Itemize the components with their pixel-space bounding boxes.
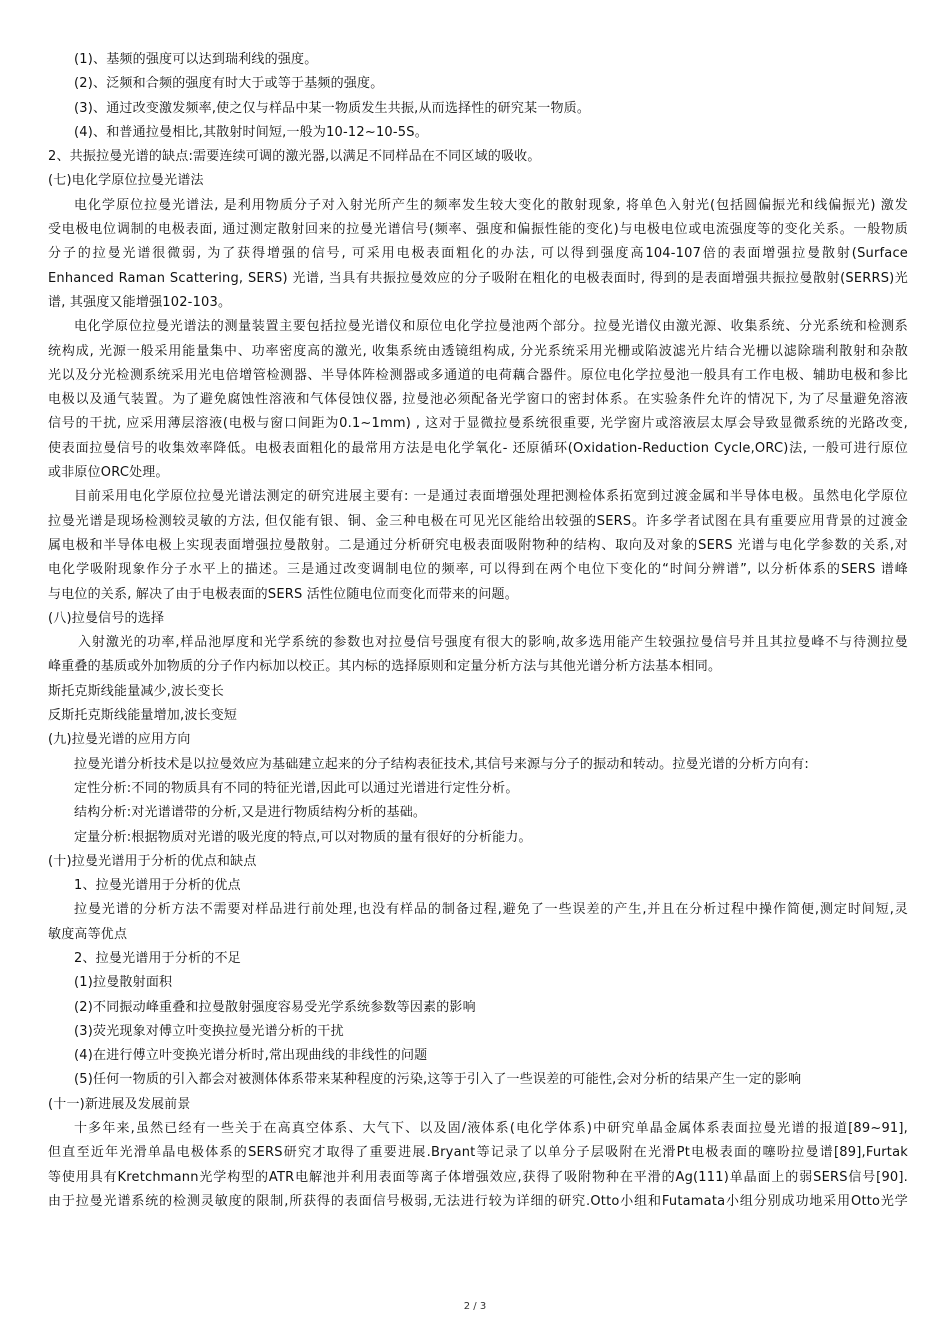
text-line: 1、拉曼光谱用于分析的优点 — [74, 878, 241, 894]
text-line: 拉曼光谱是现场检测较灵敏的方法, 但仅能有银、铜、金三种电极在可见光区能给出较强的SERS。许多学者试图在具有重要应用背景的过渡金 — [48, 513, 908, 529]
text-line: 分子的拉曼光谱很微弱, 为了获得增强的信号, 可采用电极表面粗化的办法, 可以得到强度高104-107倍的表面增强拉曼散射(Surface — [48, 246, 908, 262]
page-number: 2 / 3 — [463, 1301, 487, 1312]
text-line: (2)不同振动峰重叠和拉曼散射强度容易受光学系统参数等因素的影响 — [74, 999, 476, 1015]
text-line: (5)任何一物质的引入都会对被测体体系带来某种程度的污染,这等于引入了一些误差的可能性,会对分析的结果产生一定的影响 — [74, 1072, 802, 1088]
text-line: (1)拉曼散射面积 — [74, 975, 173, 991]
text-line: (4)、和普通拉曼相比,其散射时间短,一般为10-12~10-5S。 — [74, 124, 428, 140]
text-line: 电化学原位拉曼光谱法的测量装置主要包括拉曼光谱仪和原位电化学拉曼池两个部分。拉曼光谱仪由激光源、收集系统、分光系统和检测系 — [74, 319, 908, 335]
text-line: 敏度高等优点 — [48, 926, 128, 942]
text-line: (八)拉曼信号的选择 — [48, 610, 165, 626]
text-line: 拉曼光谱的分析方法不需要对样品进行前处理,也没有样品的制备过程,避免了一些误差的产生,并且在分析过程中操作简便,测定时间短,灵 — [74, 902, 908, 918]
text-line: 信号的干扰, 应采用薄层溶液(电极与窗口间距为0.1~1mm) , 这对于显微拉曼系统很重要, 光学窗片或溶液层太厚会导致显微系统的光路改变, — [48, 416, 908, 432]
text-line: (4)在进行傅立叶变换光谱分析时,常出现曲线的非线性的问题 — [74, 1048, 428, 1064]
text-line: 等使用具有Kretchmann光学构型的ATR电解池并利用表面等离子体增强效应,获得了吸附物种在平滑的Ag(111)单晶面上的弱SERS信号[90]. — [48, 1169, 908, 1185]
text-line: (1)、基频的强度可以达到瑞利线的强度。 — [74, 52, 318, 67]
text-line: 电化学吸附现象作分子水平上的描述。三是通过改变调制电位的频率, 可以得到在两个电位下变化的“时间分辨谱”, 以分析体系的SERS 谱峰 — [48, 562, 908, 578]
text-line: 入射激光的功率,样品池厚度和光学系统的参数也对拉曼信号强度有很大的影响,故多选用能产生较强拉曼信号并且其拉曼峰不与待测拉曼 — [78, 635, 908, 651]
text-line: 使表面拉曼信号的收集效率降低。电极表面粗化的最常用方法是电化学氧化- 还原循环(Oxidation-Reduction Cycle,ORC)法, 一般可进行原位 — [48, 440, 908, 456]
text-line: 反斯托克斯线能量增加,波长变短 — [48, 708, 238, 724]
text-line: 与电位的关系, 解决了由于电极表面的SERS 活性位随电位而变化而带来的问题。 — [48, 586, 518, 602]
text-line: 属电极和半导体电极上实现表面增强拉曼散射。二是通过分析研究电极表面吸附物种的结构、取向及对象的SERS 光谱与电化学参数的关系,对 — [48, 537, 908, 553]
text-line: 斯托克斯线能量减少,波长变长 — [48, 683, 224, 699]
text-line: 电极以及通气装置。为了避免腐蚀性溶液和气体侵蚀仪器, 拉曼池必须配备光学窗口的密封体系。在实验条件允许的情况下, 为了尽量避免溶液 — [48, 392, 908, 408]
text-line: (3)荧光现象对傅立叶变换拉曼光谱分析的干扰 — [74, 1023, 344, 1039]
text-line: Enhanced Raman Scattering, SERS) 光谱, 当具有共振拉曼效应的分子吸附在粗化的电极表面时, 得到的是表面增强共振拉曼散射(SERRS)光 — [48, 270, 908, 286]
document-body — [48, 48, 908, 1214]
text-line: 谱, 其强度又能增强102-103。 — [48, 294, 232, 310]
text-line: 定性分析:不同的物质具有不同的特征光谱,因此可以通过光谱进行定性分析。 — [74, 780, 519, 796]
text-line: 或非原位ORC处理。 — [48, 465, 169, 481]
text-line: (十一)新进展及发展前景 — [48, 1096, 191, 1112]
text-line: 2、共振拉曼光谱的缺点:需要连续可调的激光器,以满足不同样品在不同区域的吸收。 — [48, 149, 541, 165]
text-line: (3)、通过改变激发频率,使之仅与样品中某一物质发生共振,从而选择性的研究某一物质。 — [74, 100, 591, 116]
text-line: 光以及分光检测系统采用光电倍增管检测器、半导体阵检测器或多通道的电荷藕合器件。原位电化学拉曼池一般具有工作电极、辅助电极和参比 — [48, 367, 908, 383]
text-line: 受电极电位调制的电极表面, 通过测定散射回来的拉曼光谱信号(频率、强度和偏振性能的变化)与电极电位或电流强度等的变化关系。一般物质 — [48, 222, 908, 238]
text-line: (十)拉曼光谱用于分析的优点和缺点 — [48, 853, 257, 869]
text-line: 十多年来,虽然已经有一些关于在高真空体系、大气下、以及固/液体系(电化学体系)中研究单晶金属体系表面拉曼光谱的报道[89~91], — [74, 1121, 908, 1137]
text-line: 统构成, 光源一般采用能量集中、功率密度高的激光, 收集系统由透镜组构成, 分光系统采用光栅或陷波滤光片结合光栅以滤除瑞利散射和杂散 — [48, 343, 908, 359]
text-line: 结构分析:对光谱谱带的分析,又是进行物质结构分析的基础。 — [74, 805, 427, 821]
text-line: 峰重叠的基质或外加物质的分子作内标加以校正。其内标的选择原则和定量分析方法与其他光谱分析方法基本相同。 — [48, 659, 722, 675]
text-line: 定量分析:根据物质对光谱的吸光度的特点,可以对物质的量有很好的分析能力。 — [74, 829, 532, 845]
text-line: 但直至近年光滑单晶电极体系的SERS研究才取得了重要进展.Bryant等记录了以单分子层吸附在光滑Pt电极表面的噻吩拉曼谱[89],Furtak — [48, 1145, 908, 1161]
text-line: (九)拉曼光谱的应用方向 — [48, 732, 191, 748]
text-line: 由于拉曼光谱系统的检测灵敏度的限制,所获得的表面信号极弱,无法进行较为详细的研究.Otto小组和Futamata小组分别成功地采用Otto光学 — [48, 1193, 908, 1209]
text-line: 拉曼光谱分析技术是以拉曼效应为基础建立起来的分子结构表征技术,其信号来源与分子的振动和转动。拉曼光谱的分析方向有: — [74, 756, 809, 772]
text-line: 目前采用电化学原位拉曼光谱法测定的研究进展主要有: 一是通过表面增强处理把测检体系拓宽到过渡金属和半导体电极。虽然电化学原位 — [74, 489, 908, 505]
text-line: 电化学原位拉曼光谱法, 是利用物质分子对入射光所产生的频率发生较大变化的散射现象, 将单色入射光(包括圆偏振光和线偏振光) 激发 — [74, 197, 908, 213]
text-line: (七)电化学原位拉曼光谱法 — [48, 173, 204, 189]
text-line: (2)、泛频和合频的强度有时大于或等于基频的强度。 — [74, 76, 384, 92]
text-line: 2、拉曼光谱用于分析的不足 — [74, 950, 241, 966]
